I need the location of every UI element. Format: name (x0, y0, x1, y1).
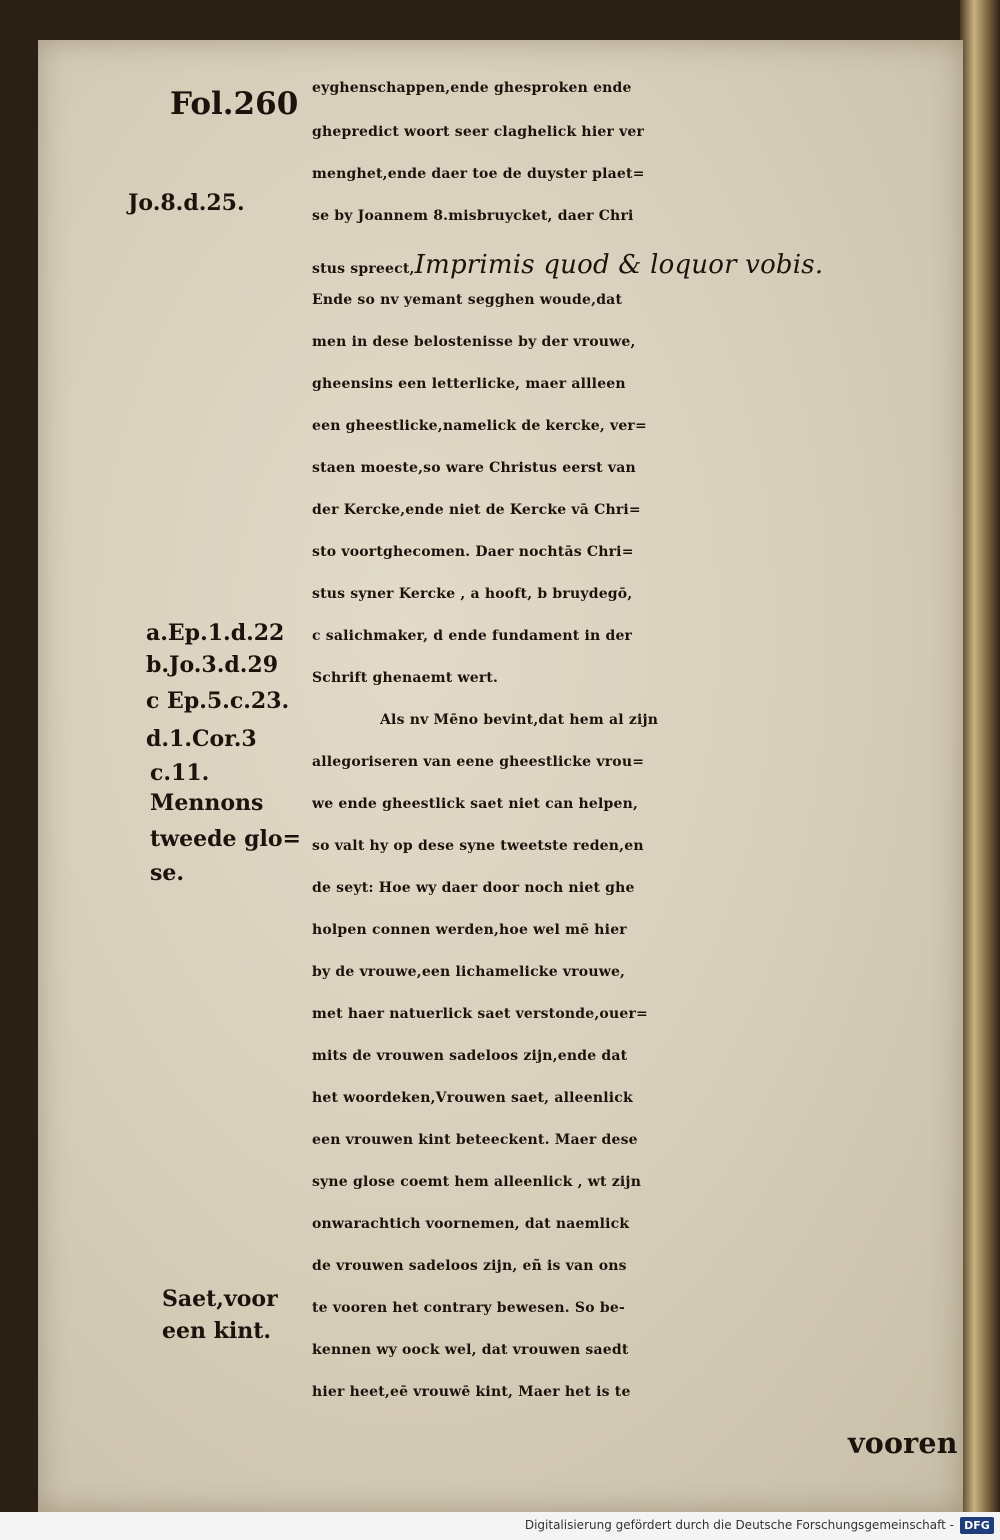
margin-note-6: c.11. (150, 760, 210, 786)
text-line-27: syne glose coemt hem alleenlick , wt zijn (312, 1174, 642, 1190)
margin-note-1: Jo.8.d.25. (128, 190, 245, 216)
catchword: vooren (848, 1426, 958, 1460)
text-line-13: stus syner Kercke , a hooft, b bruydegō, (312, 586, 633, 602)
text-line-5 (312, 250, 960, 280)
text-line-2: ghepredict woort seer claghelick hier ver (312, 124, 645, 140)
text-line-31: kennen wy oock wel, dat vrouwen saedt (312, 1342, 629, 1358)
text-line-28: onwarachtich voornemen, dat naemlick (312, 1216, 630, 1232)
margin-note-10: Saet,voor (162, 1286, 278, 1312)
text-line-5-start: stus spreect, (312, 261, 415, 277)
margin-note-2: a.Ep.1.d.22 (146, 620, 285, 646)
text-line-32: hier heet,eē vrouwē kint, Maer het is te (312, 1384, 631, 1400)
margin-note-4: c Ep.5.c.23. (146, 688, 290, 714)
text-line-23: met haer natuerlick saet verstonde,ouer= (312, 1006, 648, 1022)
margin-note-8: tweede glo= (150, 826, 301, 852)
text-line-24: mits de vrouwen sadeloos zijn,ende dat (312, 1048, 628, 1064)
text-line-12: sto voortghecomen. Daer nochtās Chri= (312, 544, 634, 560)
dfg-logo: DFG (960, 1517, 994, 1534)
text-line-29: de vrouwen sadeloos zijn, eñ is van ons (312, 1258, 627, 1274)
text-line-3: menghet,ende daer toe de duyster plaet= (312, 166, 645, 182)
text-line-9: een gheestlicke,namelick de kercke, ver= (312, 418, 647, 434)
text-line-22: by de vrouwe,een lichamelicke vrouwe, (312, 964, 626, 980)
text-line-10: staen moeste,so ware Christus eerst van (312, 460, 636, 476)
text-line-19: so valt hy op dese syne tweetste reden,en (312, 838, 644, 854)
text-line-26: een vrouwen kint beteeckent. Maer dese (312, 1132, 638, 1148)
text-line-8: gheensins een letterlicke, maer allleen (312, 376, 626, 392)
text-line-11: der Kercke,ende niet de Kercke vā Chri= (312, 502, 641, 518)
text-line-1: eyghenschappen,ende ghesproken ende (312, 80, 632, 96)
footer-credit: Digitalisierung gefördert durch die Deutsche Forschungsgemeinschaft - (524, 1518, 954, 1532)
margin-note-5: d.1.Cor.3 (146, 726, 257, 752)
footer-bar (0, 1512, 1000, 1540)
text-line-16: Als nv Mēno bevint,dat hem al zijn (380, 712, 659, 728)
text-line-15: Schrift ghenaemt wert. (312, 670, 499, 686)
margin-note-9: se. (150, 860, 185, 886)
latin-quote: Imprimis quod & loquor vobis. (414, 250, 824, 280)
text-line-4: se by Joannem 8.misbruycket, daer Chri (312, 208, 634, 224)
text-line-25: het woordeken,Vrouwen saet, alleenlick (312, 1090, 633, 1106)
margin-note-7: Mennons (150, 790, 264, 816)
text-line-21: holpen connen werden,hoe wel mē hier (312, 922, 627, 938)
margin-note-11: een kint. (162, 1318, 272, 1344)
text-line-14: c salichmaker, d ende fundament in der (312, 628, 633, 644)
margin-note-3: b.Jo.3.d.29 (146, 652, 279, 678)
text-line-30: te vooren het contrary bewesen. So be- (312, 1300, 625, 1316)
folio-number: Fol.260 (170, 86, 299, 122)
text-line-6: Ende so nv yemant segghen woude,dat (312, 292, 623, 308)
text-line-18: we ende gheestlick saet niet can helpen, (312, 796, 639, 812)
text-line-7: men in dese belostenisse by der vrouwe, (312, 334, 636, 350)
book-edge (960, 0, 1000, 1512)
text-line-17: allegoriseren van eene gheestlicke vrou= (312, 754, 645, 770)
text-line-20: de seyt: Hoe wy daer door noch niet ghe (312, 880, 635, 896)
